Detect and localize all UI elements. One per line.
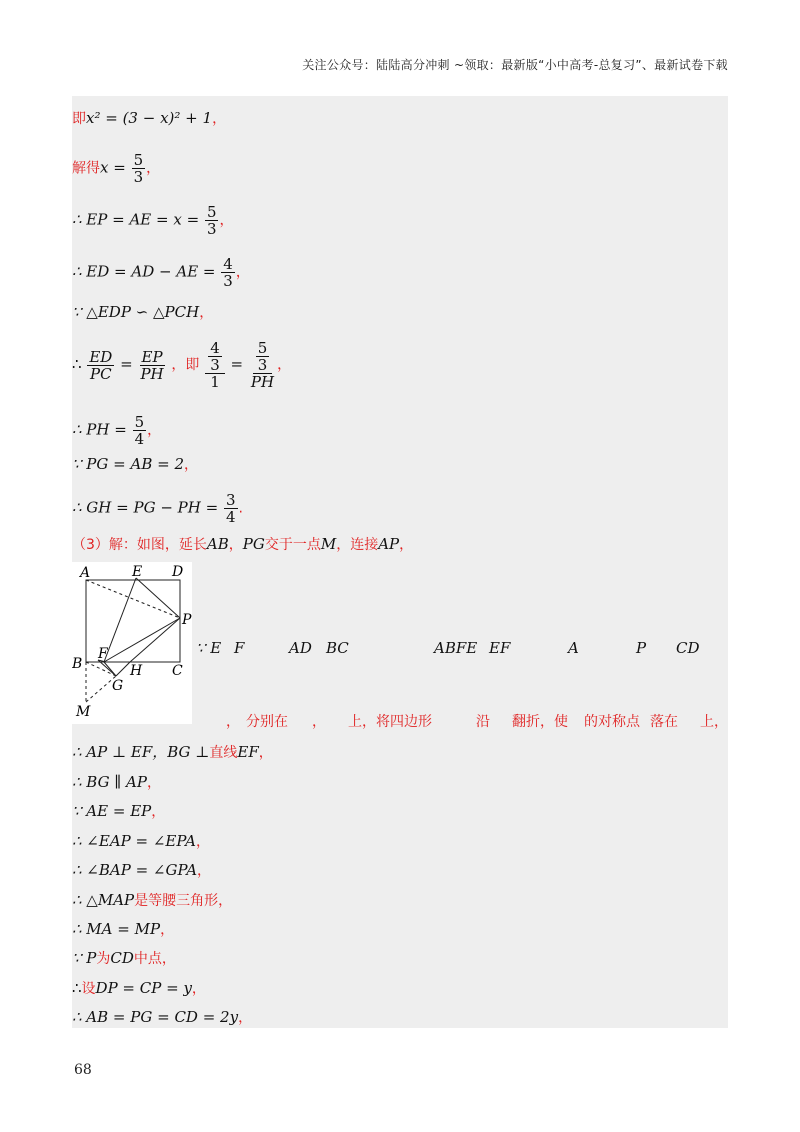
label-e: E xyxy=(132,564,143,580)
step-line: ∴ △MAP是等腰三角形， xyxy=(72,891,233,909)
solution-body: 即x² = (3 − x)² + 1， 解得x = $\frac{5}{3}$ ， ∴ EP = AE = x = $\frac{5}{3}$ ， ∴ ED = AD − AE = $\frac{4}{3}$ ， ∵ △EDP ∽ △PCH， ∴ $\frac{ED}{PC}$ = $\frac{EP}{PH}$ ，即 $\frac{\frac{4}{3}}{1}$ = $\frac{\frac{5}{3}}{PH}$ ， ∴ PH = $\frac{5}{4}$ ， ∵ PG = AB = 2， ∴ GH = PG − PH = $\frac{3}{4}$ . （3）解：如图，延长AB，PG交于一点M，连接AP， A E D P B F H C G M ∵ E F AD BC ABFE EF A P CD ， 分别在 ， 上，将四边形 沿 翻折，使 的对称点 落在 上， ∴ AP ⊥ EF，BG ⊥直线EF， ∴ BG ∥ AP， ∵ AE = EP， ∴ ∠EAP = ∠EPA， ∴ ∠BAP = ∠GPA， ∴ △MAP是等腰三角形， ∴ MA = MP， ∵ P为CD中点， ∴设DP = CP = y， ∴ AB = PG = CD = 2y， xyxy=(72,96,728,1028)
step-line: ∴ PH = $\frac{5}{4}$ ， xyxy=(72,413,162,448)
step-line: ∴ ∠BAP = ∠GPA， xyxy=(72,861,212,879)
label-m: M xyxy=(76,704,91,720)
step-line: ∴ GH = PG − PH = $\frac{3}{4}$ . xyxy=(72,491,243,526)
label-h: H xyxy=(130,663,143,679)
step-line: ∴设DP = CP = y， xyxy=(72,979,206,997)
geometry-figure xyxy=(72,562,192,724)
ratio-line: ∴ $\frac{ED}{PC}$ = $\frac{EP}{PH}$ ，即 $\frac{\frac{4}{3}}{1}$ = $\frac{\frac{5}{3}}{PH}$ ， xyxy=(72,339,292,391)
step-line: ∴ ∠EAP = ∠EPA， xyxy=(72,832,210,850)
geometry-diagram xyxy=(72,562,192,724)
page-number: 68 xyxy=(74,1062,92,1078)
step-line: ∵ PG = AB = 2， xyxy=(72,455,198,473)
step-line: ∵ △EDP ∽ △PCH， xyxy=(72,303,214,321)
fold-statement-text: ， xyxy=(226,714,240,730)
label-g: G xyxy=(112,678,124,694)
step-line: ∵ P为CD中点， xyxy=(72,949,176,967)
fold-statement-symbols: ∵ E xyxy=(196,639,222,657)
step-line: ∴ ED = AD − AE = $\frac{4}{3}$ ， xyxy=(72,255,250,290)
label-f: F xyxy=(98,646,108,662)
label-c: C xyxy=(172,663,183,679)
part3-heading: （3）解：如图，延长AB，PG交于一点M，连接AP， xyxy=(72,535,414,553)
solve-line: 解得x = $\frac{5}{3}$ ， xyxy=(72,151,161,186)
step-line: ∴ MA = MP， xyxy=(72,920,175,938)
label-b: B xyxy=(72,656,83,672)
page-header: 关注公众号：陆陆高分冲刺 ~领取：最新版“小中高考-总复习”、最新试卷下载 xyxy=(302,58,728,72)
equation-line: 即x² = (3 − x)² + 1， xyxy=(72,109,227,127)
label-a: A xyxy=(80,565,91,581)
label-d: D xyxy=(172,564,184,580)
label-p: P xyxy=(182,612,192,628)
step-line: ∴ AB = PG = CD = 2y， xyxy=(72,1008,253,1026)
step-line: ∵ AE = EP， xyxy=(72,802,166,820)
step-line: ∴ BG ∥ AP， xyxy=(72,773,161,791)
step-line: ∴ EP = AE = x = $\frac{5}{3}$ ， xyxy=(72,203,234,238)
step-line: ∴ AP ⊥ EF，BG ⊥直线EF， xyxy=(72,743,273,761)
